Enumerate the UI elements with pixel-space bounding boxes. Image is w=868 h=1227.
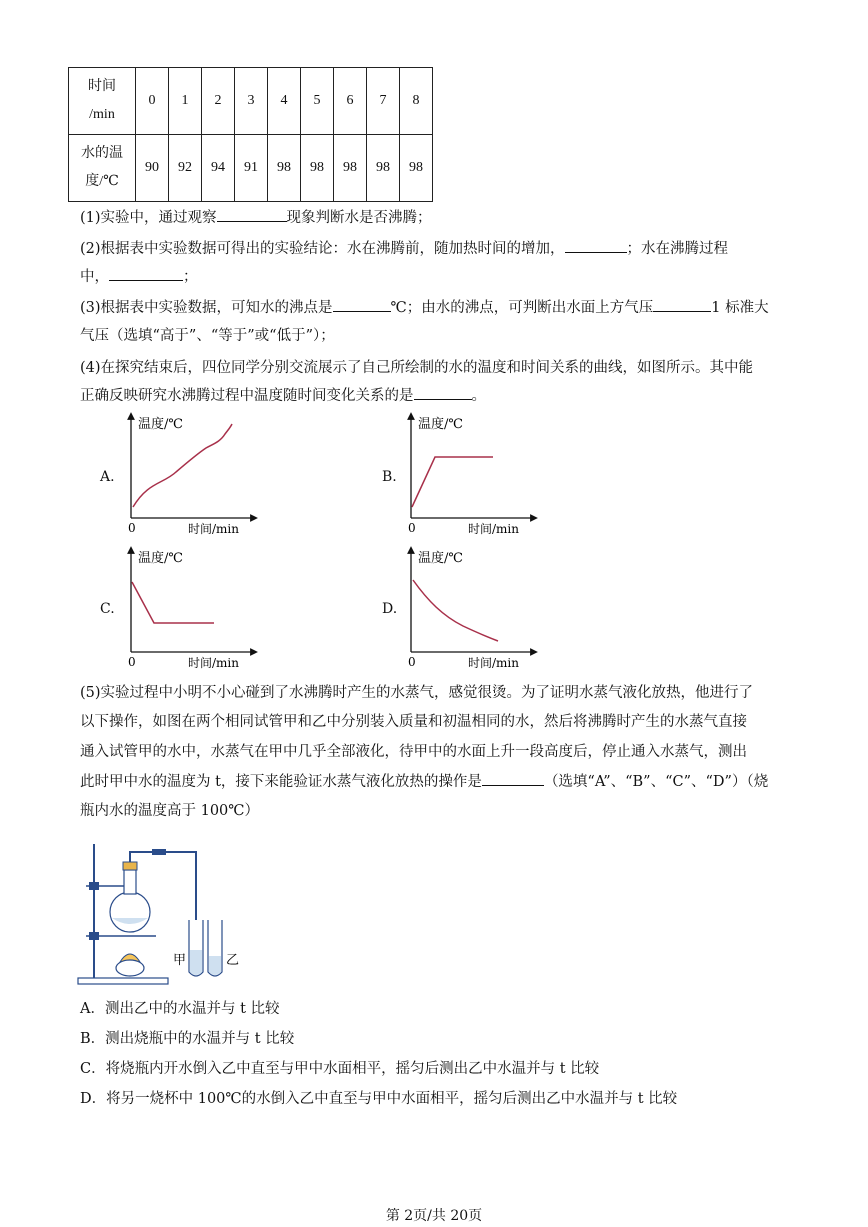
table-row [69, 135, 433, 202]
data-table [68, 67, 433, 202]
choice-a[interactable]: A．测出乙中的水温并与 t 比较 [80, 1001, 280, 1017]
page-footer: 第 2页/共 20页 [385, 1208, 483, 1224]
answer-blank[interactable] [109, 266, 183, 281]
flask [110, 892, 150, 932]
question-5-line-1: (5)实验过程中小明不小心碰到了水沸腾时产生的水蒸气，感觉很烫。为了证明水蒸气液化放热，他进行了 [80, 685, 754, 701]
question-5-line-3: 通入试管甲的水中，水蒸气在甲中几乎全部液化，待甲中的水面上升一段高度后，停止通入水蒸气，测出 [80, 744, 747, 760]
y-axis-label: 温度/℃ [138, 551, 183, 566]
x-axis-label: 时间/min [468, 656, 519, 670]
table-cell: 91 [235, 135, 268, 202]
curve-d [413, 580, 498, 641]
graph-b [398, 412, 538, 540]
table-cell: 98 [301, 135, 334, 202]
table-cell: 5 [301, 68, 334, 135]
table-row-header [69, 68, 136, 135]
question-3-line-2: 气压（选填“高于”、“等于”或“低于”）； [80, 328, 335, 344]
flask-neck [124, 870, 136, 894]
clamp-knob [89, 882, 99, 890]
q2-text-mid: ；水在沸腾过程 [626, 241, 729, 257]
q2-text-end: ； [183, 269, 198, 285]
option-label-c[interactable]: C. [100, 601, 115, 617]
origin-label: 0 [408, 655, 416, 669]
answer-blank[interactable] [217, 207, 287, 222]
curve-a [133, 424, 232, 507]
choice-c[interactable]: C．将烧瓶内开水倒入乙中直至与甲中水面相平，摇匀后测出乙中水温并与 t 比较 [80, 1061, 600, 1077]
table-cell: 90 [136, 135, 169, 202]
q5-text: 此时甲中水的温度为 t，接下来能验证水蒸气液化放热的操作是 [80, 774, 482, 790]
x-axis-label: 时间/min [468, 522, 519, 536]
table-cell: 4 [268, 68, 301, 135]
q2-text: (2)根据表中实验数据可得出的实验结论：水在沸腾前，随加热时间的增加， [80, 241, 565, 257]
stand-base [78, 978, 168, 984]
table-cell: 98 [367, 135, 400, 202]
header-text: 时间 [88, 79, 116, 94]
q1-text: (1)实验中，通过观察 [80, 210, 217, 226]
y-axis-label: 温度/℃ [418, 551, 463, 566]
q2-text-2: 中， [80, 269, 109, 285]
table-cell: 0 [136, 68, 169, 135]
table-row-header [69, 135, 136, 202]
header-text: 水的温 [81, 146, 123, 161]
answer-blank[interactable] [653, 297, 711, 312]
table-cell: 92 [169, 135, 202, 202]
q5-text-end: （选填“A”、“B”、“C”、“D”）（烧 [543, 774, 769, 790]
origin-label: 0 [128, 655, 136, 669]
answer-blank[interactable] [482, 771, 544, 786]
tube-joint [152, 849, 166, 855]
table-cell: 98 [400, 135, 433, 202]
table-cell: 8 [400, 68, 433, 135]
question-5-line-5: 瓶内水的温度高于 100℃） [80, 803, 260, 819]
origin-label: 0 [128, 521, 136, 535]
question-5-line-4 [80, 771, 768, 793]
option-label-a[interactable]: A. [100, 469, 115, 485]
test-tube-jia-water [190, 950, 202, 975]
graph-c [118, 546, 258, 674]
choice-d[interactable]: D．将另一烧杯中 100℃的水倒入乙中直至与甲中水面相平，摇匀后测出乙中水温并与 t 比较 [80, 1091, 678, 1107]
tube-label-yi: 乙 [226, 953, 240, 968]
q4-text: 正确反映研究水沸腾过程中温度随时间变化关系的是 [80, 388, 414, 404]
answer-blank[interactable] [565, 238, 627, 253]
y-axis-label: 温度/℃ [138, 417, 183, 432]
table-cell: 6 [334, 68, 367, 135]
test-tube-yi-water [209, 956, 221, 975]
curve-c [132, 582, 214, 623]
table-cell: 94 [202, 135, 235, 202]
question-2-line-1 [80, 238, 728, 260]
option-label-b[interactable]: B. [382, 469, 397, 485]
question-3-line-1 [80, 297, 769, 319]
header-unit: /min [89, 107, 115, 122]
x-axis-label: 时间/min [188, 656, 239, 670]
graph-d [398, 546, 538, 674]
x-axis-label: 时间/min [188, 522, 239, 536]
question-1 [80, 207, 432, 229]
curve-b [412, 457, 493, 507]
header-unit: 度/℃ [85, 174, 119, 189]
choice-b[interactable]: B．测出烧瓶中的水温并与 t 比较 [80, 1031, 295, 1047]
option-label-d[interactable]: D. [382, 601, 398, 617]
q3-text-end: 1 标准大 [711, 300, 769, 316]
stopper [123, 862, 137, 870]
table-row [69, 68, 433, 135]
table-cell: 98 [268, 135, 301, 202]
alcohol-burner [116, 960, 144, 976]
answer-blank[interactable] [414, 385, 472, 400]
table-cell: 98 [334, 135, 367, 202]
y-axis-label: 温度/℃ [418, 417, 463, 432]
table-cell: 7 [367, 68, 400, 135]
question-2-line-2 [80, 266, 198, 288]
question-4-line-2 [80, 385, 486, 407]
table-cell: 1 [169, 68, 202, 135]
table-cell: 3 [235, 68, 268, 135]
question-4-line-1: (4)在探究结束后，四位同学分别交流展示了自己所绘制的水的温度和时间关系的曲线，如图所示。其中能 [80, 360, 754, 376]
table-cell: 2 [202, 68, 235, 135]
answer-blank[interactable] [333, 297, 391, 312]
question-5-line-2: 以下操作，如图在两个相同试管甲和乙中分别装入质量和初温相同的水，然后将沸腾时产生的水蒸气直接 [80, 714, 747, 730]
tube-label-jia: 甲 [173, 953, 187, 968]
q4-text-end: 。 [471, 388, 486, 404]
ring-knob [89, 932, 99, 940]
origin-label: 0 [408, 521, 416, 535]
q3-text: (3)根据表中实验数据，可知水的沸点是 [80, 300, 333, 316]
apparatus-diagram [76, 838, 246, 990]
graph-a [118, 412, 258, 540]
q3-text-mid: ℃；由水的沸点，可判断出水面上方气压 [390, 300, 654, 316]
q1-text-end: 现象判断水是否沸腾； [286, 210, 432, 226]
